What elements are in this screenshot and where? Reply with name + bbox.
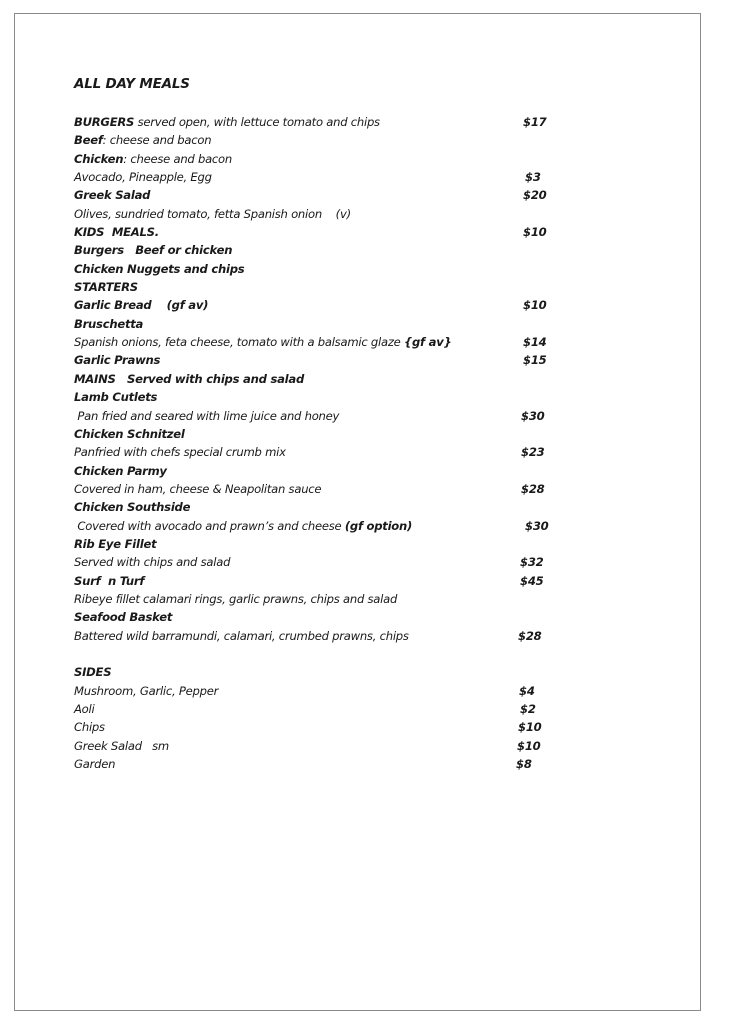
item-price: $8 (516, 757, 532, 772)
menu-line (74, 498, 554, 516)
blank-line (74, 645, 554, 663)
item-description: Aoli (74, 702, 95, 716)
menu-list (74, 113, 554, 773)
menu-line (74, 315, 554, 333)
item-price: $10 (523, 298, 547, 313)
item-name: Greek Salad (74, 188, 151, 203)
menu-line (74, 150, 554, 168)
menu-line (74, 370, 554, 388)
item-name: Chicken (74, 151, 124, 166)
item-description: Panfried with chefs special crumb mix (74, 445, 286, 460)
menu-line (74, 663, 554, 681)
menu-item (74, 755, 554, 773)
menu-item (74, 682, 554, 700)
menu-item (74, 627, 554, 645)
menu-line (74, 205, 554, 223)
item-name: Chicken Southside (74, 500, 191, 515)
menu-line (74, 608, 554, 626)
menu-title: ALL DAY MEALS (74, 76, 190, 92)
item-name: STARTERS (74, 280, 138, 295)
item-price: $30 (525, 518, 549, 533)
menu-item (74, 480, 554, 498)
menu-item (74, 223, 554, 241)
menu-item (74, 572, 554, 590)
menu-item (74, 700, 554, 718)
item-name: Beef (74, 133, 103, 148)
item-price: $10 (518, 720, 542, 735)
menu-line (74, 590, 554, 608)
item-name: Surf n Turf (74, 573, 145, 588)
item-description: Avocado, Pineapple, Egg (74, 170, 212, 185)
item-name: Chicken Parmy (74, 463, 167, 478)
item-price: $28 (518, 628, 542, 643)
item-price: $23 (521, 445, 545, 460)
item-description: Spanish onions, feta cheese, tomato with a balsamic glaze (74, 335, 404, 350)
item-price: $15 (523, 353, 547, 368)
item-name: Burgers Beef or chicken (74, 243, 233, 258)
menu-item (74, 737, 554, 755)
item-price: $32 (520, 555, 544, 570)
dietary-note: {gf av} (404, 335, 452, 350)
item-description: served open, with lettuce tomato and chips (134, 115, 380, 129)
item-price: $2 (520, 702, 536, 716)
item-description: Mushroom, Garlic, Pepper (74, 683, 219, 698)
menu-line (74, 260, 554, 278)
item-price: $20 (523, 188, 547, 203)
item-price: $30 (521, 408, 545, 423)
item-price: $45 (520, 573, 544, 588)
item-name: Garlic Prawns (74, 353, 161, 368)
menu-item (74, 407, 554, 425)
menu-line (74, 241, 554, 259)
item-price: $3 (525, 170, 541, 185)
menu-line (74, 388, 554, 406)
item-description: Battered wild barramundi, calamari, crumbed prawns, chips (74, 628, 409, 643)
item-price: $10 (523, 225, 547, 240)
item-price: $28 (521, 481, 545, 496)
item-description: Chips (74, 720, 105, 735)
item-description: : cheese and bacon (123, 151, 232, 166)
item-price: $10 (517, 738, 541, 753)
menu-item (74, 443, 554, 461)
item-name: Chicken Schnitzel (74, 426, 185, 441)
menu-item (74, 553, 554, 571)
item-name: Seafood Basket (74, 610, 173, 625)
item-description: Ribeye fillet calamari rings, garlic prawns, chips and salad (74, 591, 398, 606)
item-description: Covered with avocado and prawn’s and cheese (74, 518, 345, 533)
item-description: Served with chips and salad (74, 555, 231, 570)
item-name: Chicken Nuggets and chips (74, 261, 245, 276)
item-name: Bruschetta (74, 316, 144, 331)
menu-item (74, 168, 554, 186)
menu-item (74, 333, 554, 351)
item-price: $17 (523, 115, 547, 129)
item-description: Pan fried and seared with lime juice and honey (74, 408, 340, 423)
item-description: Olives, sundried tomato, fetta Spanish onion (v) (74, 206, 351, 221)
item-name: KIDS MEALS. (74, 225, 159, 240)
dietary-note: (gf option) (344, 518, 413, 533)
item-price: $14 (523, 335, 547, 350)
menu-item (74, 113, 554, 131)
menu-line (74, 425, 554, 443)
menu-line (74, 462, 554, 480)
menu-line (74, 278, 554, 296)
menu-line (74, 131, 554, 149)
menu-item (74, 351, 554, 369)
menu-item (74, 296, 554, 314)
item-price: $4 (519, 683, 535, 698)
item-description: Garden (74, 757, 116, 772)
item-name: BURGERS (74, 115, 135, 129)
item-description: : cheese and bacon (102, 133, 212, 148)
menu-item (74, 718, 554, 736)
menu-item (74, 186, 554, 204)
menu-line (74, 535, 554, 553)
item-name: MAINS Served with chips and salad (74, 371, 305, 386)
item-name: Garlic Bread (gf av) (74, 298, 209, 313)
menu-item (74, 517, 554, 535)
item-description: Covered in ham, cheese & Neapolitan sauce (74, 481, 322, 496)
item-name: Rib Eye Fillet (74, 536, 157, 551)
item-name: Lamb Cutlets (74, 390, 158, 405)
item-description: Greek Salad sm (74, 738, 169, 753)
item-name: SIDES (74, 665, 112, 680)
